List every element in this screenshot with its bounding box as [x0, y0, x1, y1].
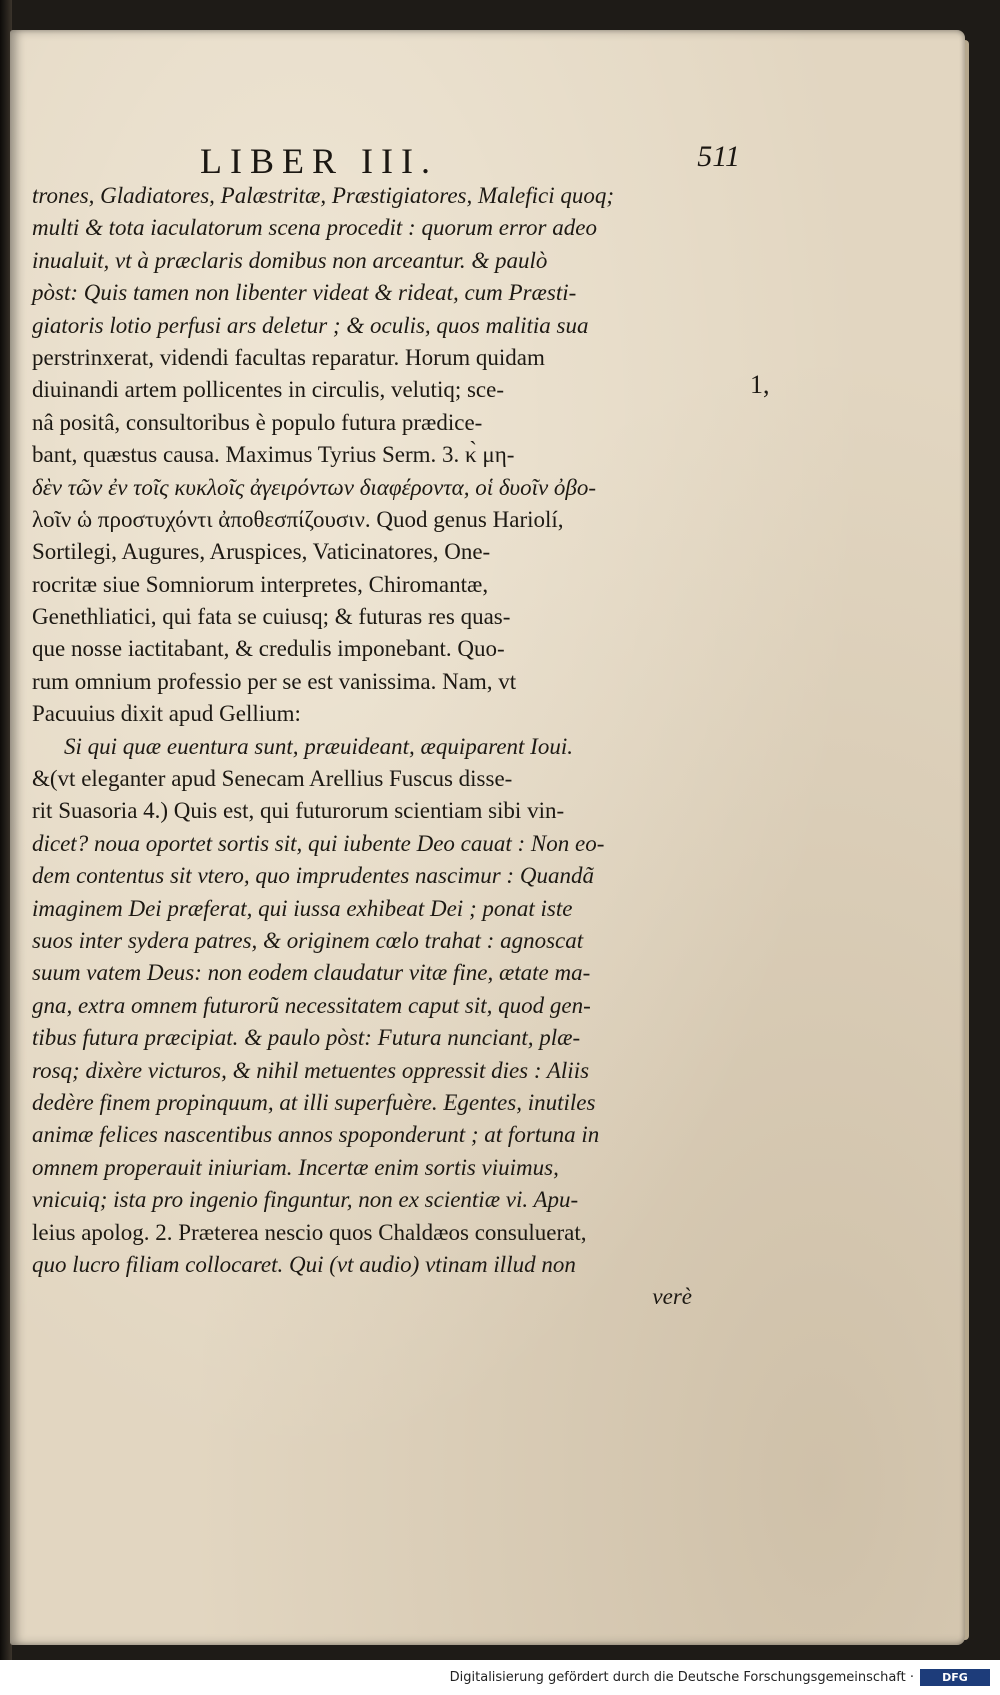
text-line: leius apolog. 2. Præterea nescio quos Chaldæos consuluerat,: [32, 1219, 587, 1245]
book-page: [10, 30, 965, 1645]
text-line: dedère finem propinquum, at illi superfuère. Egentes, inutiles: [32, 1089, 596, 1115]
text-line: gna, extra omnem futurorũ necessitatem caput sit, quod gen-: [32, 992, 591, 1018]
text-line: suos inter sydera patres, & originem cœlo trahat : agnoscat: [32, 927, 584, 953]
margin-note: 1,: [750, 370, 770, 399]
footer-bar: [0, 1660, 1000, 1695]
page-number: 511: [697, 140, 740, 173]
text-line: inualuit, vt à præclaris domibus non arceantur. & paulò: [32, 247, 548, 273]
catchword: verè: [652, 1284, 692, 1310]
text-line: rosq; dixère victuros, & nihil metuentes oppressit dies : Aliis: [32, 1057, 590, 1083]
text-line: bant, quæstus causa. Maximus Tyrius Serm. 3. κ̀ μη-: [32, 442, 515, 468]
text-line: rit Suasoria 4.) Quis est, qui futurorum scientiam sibi vin-: [32, 798, 565, 824]
text-line: imaginem Dei præferat, qui iussa exhibeat Dei ; ponat iste: [32, 895, 573, 921]
text-line: suum vatem Deus: non eodem claudatur vitæ fine, ætate ma-: [32, 960, 591, 986]
text-line: perstrinxerat, videndi facultas reparatur. Horum quidam: [32, 344, 545, 370]
text-line: rocritæ siue Somniorum interpretes, Chiromantæ,: [32, 571, 489, 597]
text-line: nâ positâ, consultoribus è populo futura prædice-: [32, 409, 483, 435]
text-line: trones, Gladiatores, Palæstritæ, Præstigiatores, Malefici quoq;: [32, 183, 615, 208]
text-line: diuinandi artem pollicentes in circulis, velutiq; sce-: [32, 377, 505, 403]
text-line: giatoris lotio perfusi ars deletur ; & oculis, quos malitia sua: [32, 312, 589, 338]
text-line: Sortilegi, Augures, Aruspices, Vaticinatores, One-: [32, 539, 491, 565]
funding-credit: Digitalisierung gefördert durch die Deutsche Forschungsgemeinschaft ·: [449, 1670, 914, 1685]
text-line: λοῖν ὡ προστυχόντι ἀποθεσπίζουσιν. Quod genus Hariolí,: [32, 506, 564, 532]
text-line: multi & tota iaculatorum scena procedit : quorum error adeo: [32, 215, 597, 241]
text-line: &(vt eleganter apud Senecam Arellius Fuscus disse-: [32, 766, 513, 792]
text-line: pòst: Quis tamen non libenter videat & rideat, cum Præsti-: [32, 280, 577, 306]
text-line: Si qui quæ euentura sunt, præuideant, æquiparent Ioui.: [64, 733, 573, 759]
body-text: [32, 180, 692, 1314]
dfg-logo: DFG: [920, 1669, 990, 1686]
text-line: δὲν τῶν ἐν τοῖς κυκλοῖς ἀγειρόντων διαφέροντα, οἱ δυοῖν ὀβο-: [32, 474, 597, 500]
text-line: animæ felices nascentibus annos spoponderunt ; at fortuna in: [32, 1122, 600, 1148]
text-line: dem contentus sit vtero, quo imprudentes nascimur : Quandã: [32, 863, 594, 889]
text-line: omnem properauit iniuriam. Incertæ enim sortis viuimus,: [32, 1154, 559, 1180]
text-line: vnicuiq; ista pro ingenio finguntur, non ex scientiæ vi. Apu-: [32, 1187, 579, 1213]
text-line: dicet? noua oportet sortis sit, qui iubente Deo cauat : Non eo-: [32, 830, 605, 856]
text-line: Pacuuius dixit apud Gellium:: [32, 701, 301, 727]
text-line: quo lucro filiam collocaret. Qui (vt audio) vtinam illud non: [32, 1251, 576, 1277]
text-line: rum omnium professio per se est vanissima. Nam, vt: [32, 668, 517, 694]
running-head-title: LIBER III.: [200, 141, 438, 181]
text-line: Genethliatici, qui fata se cuiusq; & futuras res quas-: [32, 604, 511, 630]
text-line: que nosse iactitabant, & credulis imponebant. Quo-: [32, 636, 505, 662]
running-head: [10, 140, 965, 180]
text-line: tibus futura præcipiat. & paulo pòst: Futura nunciant, plæ-: [32, 1025, 581, 1051]
